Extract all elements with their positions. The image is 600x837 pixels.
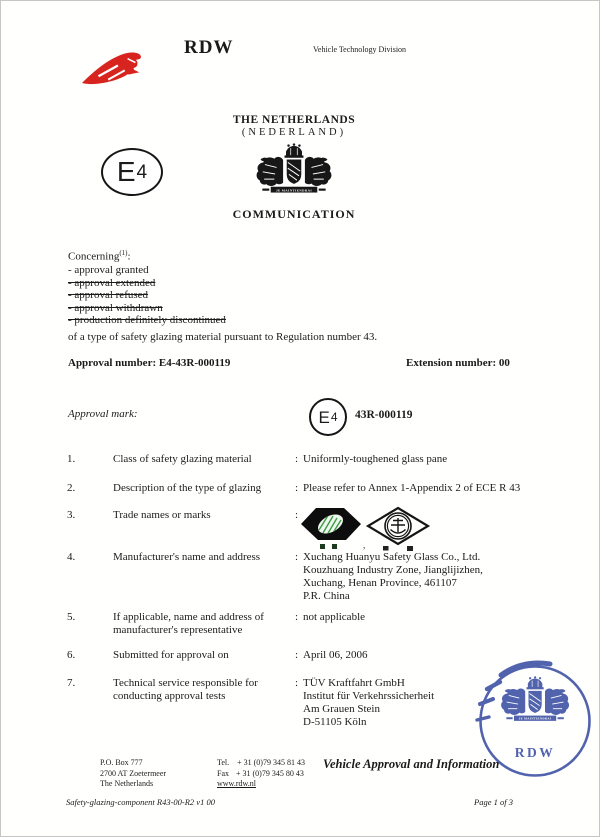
tel-value: + 31 (0)79 345 81 43: [237, 758, 305, 767]
document-reference: Safety-glazing-component R43-00-R2 v1 00: [66, 797, 215, 807]
e-mark-digit: 4: [330, 410, 338, 424]
detail-colon: :: [295, 509, 299, 521]
approval-number-label: Approval number:: [68, 357, 157, 369]
detail-colon: :: [295, 551, 299, 563]
detail-colon: :: [295, 677, 299, 689]
country-title: THE NETHERLANDS: [232, 114, 356, 126]
approval-mark-number: 43R-000119: [355, 409, 413, 421]
detail-value: Uniformly-toughened glass pane: [303, 453, 448, 465]
detail-value: Please refer to Annex 1-Appendix 2 of ECE R 43: [303, 482, 521, 494]
extension-number-value: 00: [498, 357, 510, 369]
e4-roundel-small: [309, 398, 347, 436]
netherlands-coat-of-arms-icon: [248, 142, 340, 206]
detail-no: 2.: [67, 482, 76, 494]
subject-line: of a type of safety glazing material pursuant to Regulation number 43.: [68, 331, 378, 343]
logo-wordmark: RDW: [184, 37, 234, 58]
fax-label: Fax: [217, 768, 229, 778]
e-mark-letter: E: [318, 407, 330, 427]
detail-label: Submitted for approval on: [113, 649, 229, 661]
detail-value: Xuchang Huanyu Safety Glass Co., Ltd. Kouzhuang Industry Zone, Jianglijizhen, Xuchang, Henan Province, 461107 P.R. China: [303, 551, 483, 602]
detail-label: Description of the type of glazing: [113, 482, 262, 494]
detail-colon: :: [295, 611, 299, 623]
detail-label: Trade names or marks: [113, 509, 211, 521]
extension-number-line: [406, 357, 510, 369]
tel-label: Tel.: [217, 758, 230, 767]
footer-department: Vehicle Approval and Information: [323, 757, 500, 771]
diamond-trademark-icon: [368, 508, 428, 544]
approval-number-value: E4-43R-000119: [158, 357, 231, 369]
e-mark-letter: E: [116, 156, 136, 187]
detail-no: 1.: [67, 453, 76, 465]
detail-value: not applicable: [303, 611, 366, 623]
detail-no: 7.: [67, 677, 76, 689]
detail-no: 6.: [67, 649, 76, 661]
detail-colon: :: [295, 453, 299, 465]
communication-heading: COMMUNICATION: [232, 207, 356, 221]
concerning-colon: :: [127, 250, 131, 263]
extension-number-label: Extension number:: [406, 357, 497, 369]
option-production-discontinued: - production definitely discontinued: [68, 314, 226, 327]
detail-value: April 06, 2006: [303, 649, 368, 661]
detail-value: TÜV Kraftfahrt GmbH Institut für Verkehrssicherheit Am Grauen Stein D-51105 Köln: [303, 677, 435, 728]
hexagon-trademark-icon: [301, 508, 361, 549]
page-number: Page 1 of 3: [474, 797, 513, 807]
detail-label: Manufacturer's name and address: [113, 551, 261, 563]
detail-label: Class of safety glazing material: [113, 453, 252, 465]
option-approval-extended: - approval extended: [68, 276, 156, 289]
footer-address: P.O. Box 777 2700 AT Zoetermeer The Netherlands: [100, 758, 167, 789]
footnote-ref: (1): [119, 249, 128, 257]
detail-label: If applicable, name and address of manufacturer's representative: [113, 611, 264, 636]
trademark-separator: ,: [363, 540, 366, 550]
e-mark-digit: 4: [136, 161, 148, 183]
detail-no: 5.: [67, 611, 76, 623]
fax-line: [217, 769, 305, 780]
option-approval-withdrawn: - approval withdrawn: [68, 301, 163, 314]
fax-value: + 31 (0)79 345 80 43: [236, 768, 304, 778]
country-native-title: (NEDERLAND): [241, 127, 347, 138]
stamp-text: RDW: [514, 745, 556, 760]
footer-contact: [217, 758, 305, 790]
coat-of-arms-wrap: [1, 142, 587, 211]
detail-colon: :: [295, 482, 299, 494]
concerning-options: [68, 264, 226, 327]
detail-no: 3.: [67, 509, 76, 521]
option-approval-refused: - approval refused: [68, 289, 149, 302]
detail-no: 4.: [67, 551, 76, 563]
option-approval-granted: - approval granted: [68, 264, 149, 276]
detail-colon: :: [295, 649, 299, 661]
division-label: Vehicle Technology Division: [313, 45, 407, 54]
tel-line: [217, 758, 305, 769]
concerning-line: [68, 247, 131, 263]
approval-number-line: [68, 357, 230, 369]
approval-mark-label: Approval mark:: [68, 408, 138, 420]
website-link: www.rdw.nl: [217, 779, 256, 789]
rdw-eagle-logo-icon: [81, 47, 149, 86]
concerning-label: Concerning: [68, 250, 120, 263]
trademark-logos: [299, 506, 431, 552]
detail-label: Technical service responsible for conducting approval tests: [113, 677, 258, 702]
